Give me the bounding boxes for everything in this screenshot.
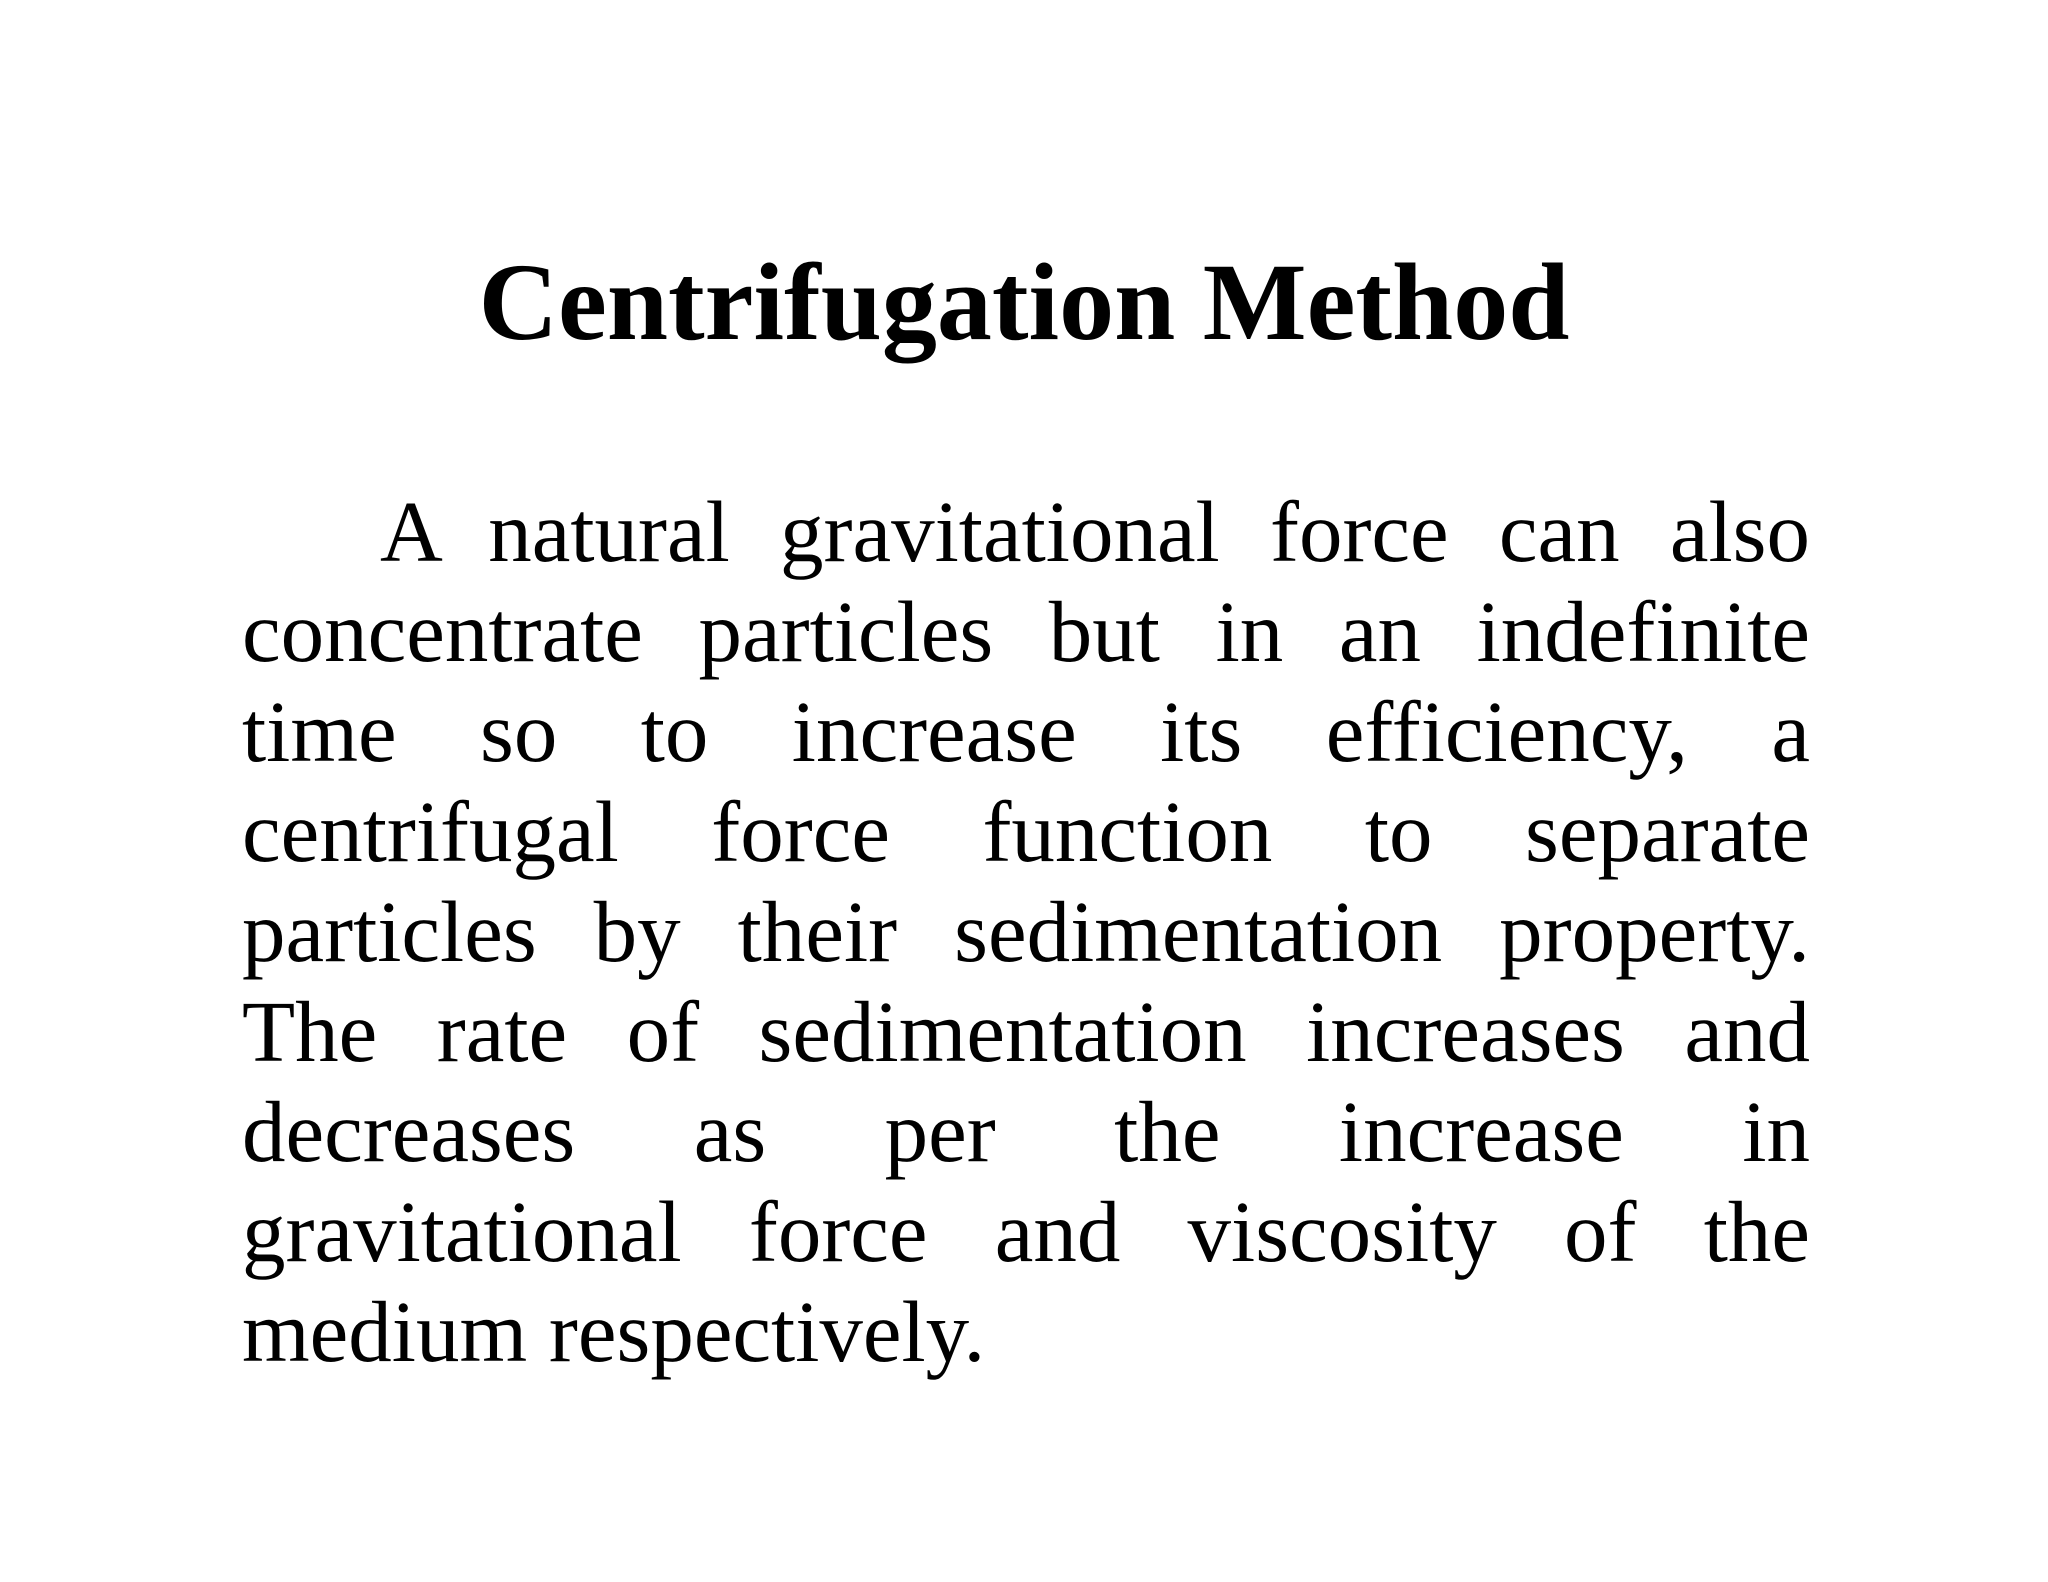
paragraph-line: concentrate particles but in an indefinite [242, 583, 1810, 680]
paragraph-line: centrifugal force function to separate [242, 783, 1810, 880]
slide-title: Centrifugation Method [478, 241, 1570, 363]
paragraph-line: decreases as per the increase in [242, 1083, 1810, 1180]
paragraph-line: particles by their sedimentation property. [242, 883, 1810, 980]
paragraph-line: A natural gravitational force can also [380, 483, 1810, 580]
body-paragraph [242, 482, 1810, 1382]
paragraph-line: time so to increase its efficiency, a [242, 683, 1810, 780]
paragraph-line: medium respectively. [242, 1283, 986, 1380]
paragraph-line: gravitational force and viscosity of the [242, 1183, 1810, 1280]
paragraph-line: The rate of sedimentation increases and [242, 983, 1810, 1080]
